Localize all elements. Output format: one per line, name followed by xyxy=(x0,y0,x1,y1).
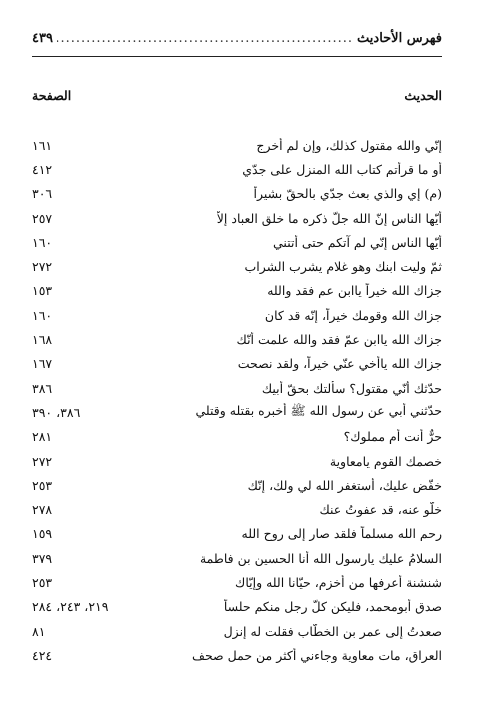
index-entry xyxy=(32,230,442,254)
page-reference: ٤٢٤ xyxy=(32,647,53,663)
hadith-text: خلّو عنه، قد عفوتُ عنك xyxy=(319,502,442,518)
page-reference: ٣٨٦، ٣٩٠ xyxy=(32,404,81,420)
index-entry xyxy=(32,279,442,303)
hadith-text: خصمك القوم يامعاوية xyxy=(329,453,442,469)
page-reference: ٤١٢ xyxy=(32,161,53,177)
index-entry xyxy=(32,376,442,400)
page-reference: ٣٨٦ xyxy=(32,380,53,396)
hadith-text: أو ما قرأتم كتاب الله المنزل على جدّي xyxy=(242,161,442,177)
index-entry xyxy=(32,425,442,449)
hadith-text: العراق، مات معاوية وجاءني أكثر من حمل صحف xyxy=(192,647,442,663)
page-reference: ٢٧٢ xyxy=(32,453,53,469)
index-entry xyxy=(32,303,442,327)
hadith-text: رحم الله مسلماً فلقد صار إلى روح الله xyxy=(241,526,442,542)
dot-leader xyxy=(57,31,353,46)
hadith-text: حدّثني أبي عن رسول الله ﷺ أخبره بقتله وقتلي xyxy=(195,402,442,418)
index-entry xyxy=(32,619,442,643)
page-reference: ١٦٨ xyxy=(32,332,53,348)
index-entry xyxy=(32,570,442,594)
index-entry xyxy=(32,595,442,619)
page-reference: ١٦١ xyxy=(32,137,53,153)
hadith-text: جزاك الله خيراً ياابن عم فقد والله xyxy=(267,283,442,299)
index-entry xyxy=(32,473,442,497)
page-reference: ١٦٠ xyxy=(32,307,53,323)
index-entry xyxy=(32,449,442,473)
index-entry xyxy=(32,522,442,546)
page-reference: ٢٥٣ xyxy=(32,477,53,493)
hadith-text: صعدتُ إلى عمر بن الخطّاب فقلت له إنزل xyxy=(223,623,442,639)
hadith-text: جزاك الله وقومك خيراً، إنّه قد كان xyxy=(264,307,442,323)
page-reference: ١٥٩ xyxy=(32,526,53,542)
hadith-text: حدّثك أنّي مقتول؟ سألتك بحقّ أبيك xyxy=(261,380,442,396)
page-reference: ٨١ xyxy=(32,623,46,639)
hadith-text: السلامُ عليك يارسول الله أنا الحسين بن فاطمة xyxy=(199,550,442,566)
running-head-title: فهرس الأحاديث xyxy=(357,31,442,46)
hadith-text: صدق أبومحمد، فليكن كلّ رجل منكم حلساً xyxy=(223,599,442,615)
index-entry xyxy=(32,352,442,376)
hadith-text: (م) إي والذي بعث جدّي بالحقّ بشيراً xyxy=(253,186,442,202)
page-reference: ٢٧٢ xyxy=(32,259,53,275)
page-reference: ٢١٩، ٢٤٣، ٢٨٤ xyxy=(32,599,109,615)
hadith-text: إنّي والله مقتول كذلك، وإن لم أخرج xyxy=(256,137,442,153)
column-header-page: الصفحة xyxy=(32,88,72,103)
running-head xyxy=(32,31,442,57)
index-entry xyxy=(32,546,442,570)
hadith-index-list xyxy=(32,133,442,668)
index-entry xyxy=(32,182,442,206)
hadith-text: أيّها الناس إنّ الله جلّ ذكره ما خلق العباد إلاّ xyxy=(216,210,442,226)
hadith-text: ثمّ وليت ابنك وهو غلام يشرب الشراب xyxy=(244,259,442,275)
page-number: ٤٣٩ xyxy=(32,31,53,46)
column-header-hadith: الحديث xyxy=(404,88,442,103)
page-reference: ٣٧٩ xyxy=(32,550,53,566)
index-entry xyxy=(32,643,442,667)
index-entry xyxy=(32,327,442,351)
hadith-text: أيّها الناس إنّي لم آتكم حتى أتتني xyxy=(273,234,442,250)
index-entry xyxy=(32,157,442,181)
hadith-text: شنشنة أعرفها من أخزم، حيّانا الله وإيّاك xyxy=(235,574,442,590)
page-reference: ٢٥٣ xyxy=(32,574,53,590)
hadith-text: جزاك الله ياابن عمّ فقد والله علمت أنّك xyxy=(236,332,442,348)
hadith-text: جزاك الله ياأخي عنّي خيراً، ولقد نصحت xyxy=(237,356,442,372)
page-reference: ١٥٣ xyxy=(32,283,53,299)
page-reference: ١٦٠ xyxy=(32,234,53,250)
page-reference: ١٦٧ xyxy=(32,356,53,372)
index-entry xyxy=(32,400,442,424)
index-entry xyxy=(32,133,442,157)
hadith-text: حرٌّ أنت أم مملوك؟ xyxy=(343,429,442,445)
index-entry xyxy=(32,497,442,521)
page-reference: ٣٠٦ xyxy=(32,186,53,202)
hadith-text: خفّض عليك، أستغفر الله لي ولك، إنّك xyxy=(247,477,442,493)
page-reference: ٢٨١ xyxy=(32,429,53,445)
header-rule xyxy=(32,56,442,57)
index-entry xyxy=(32,206,442,230)
column-headers xyxy=(32,88,442,108)
page-reference: ٢٧٨ xyxy=(32,502,53,518)
index-entry xyxy=(32,254,442,278)
page-reference: ٢٥٧ xyxy=(32,210,53,226)
